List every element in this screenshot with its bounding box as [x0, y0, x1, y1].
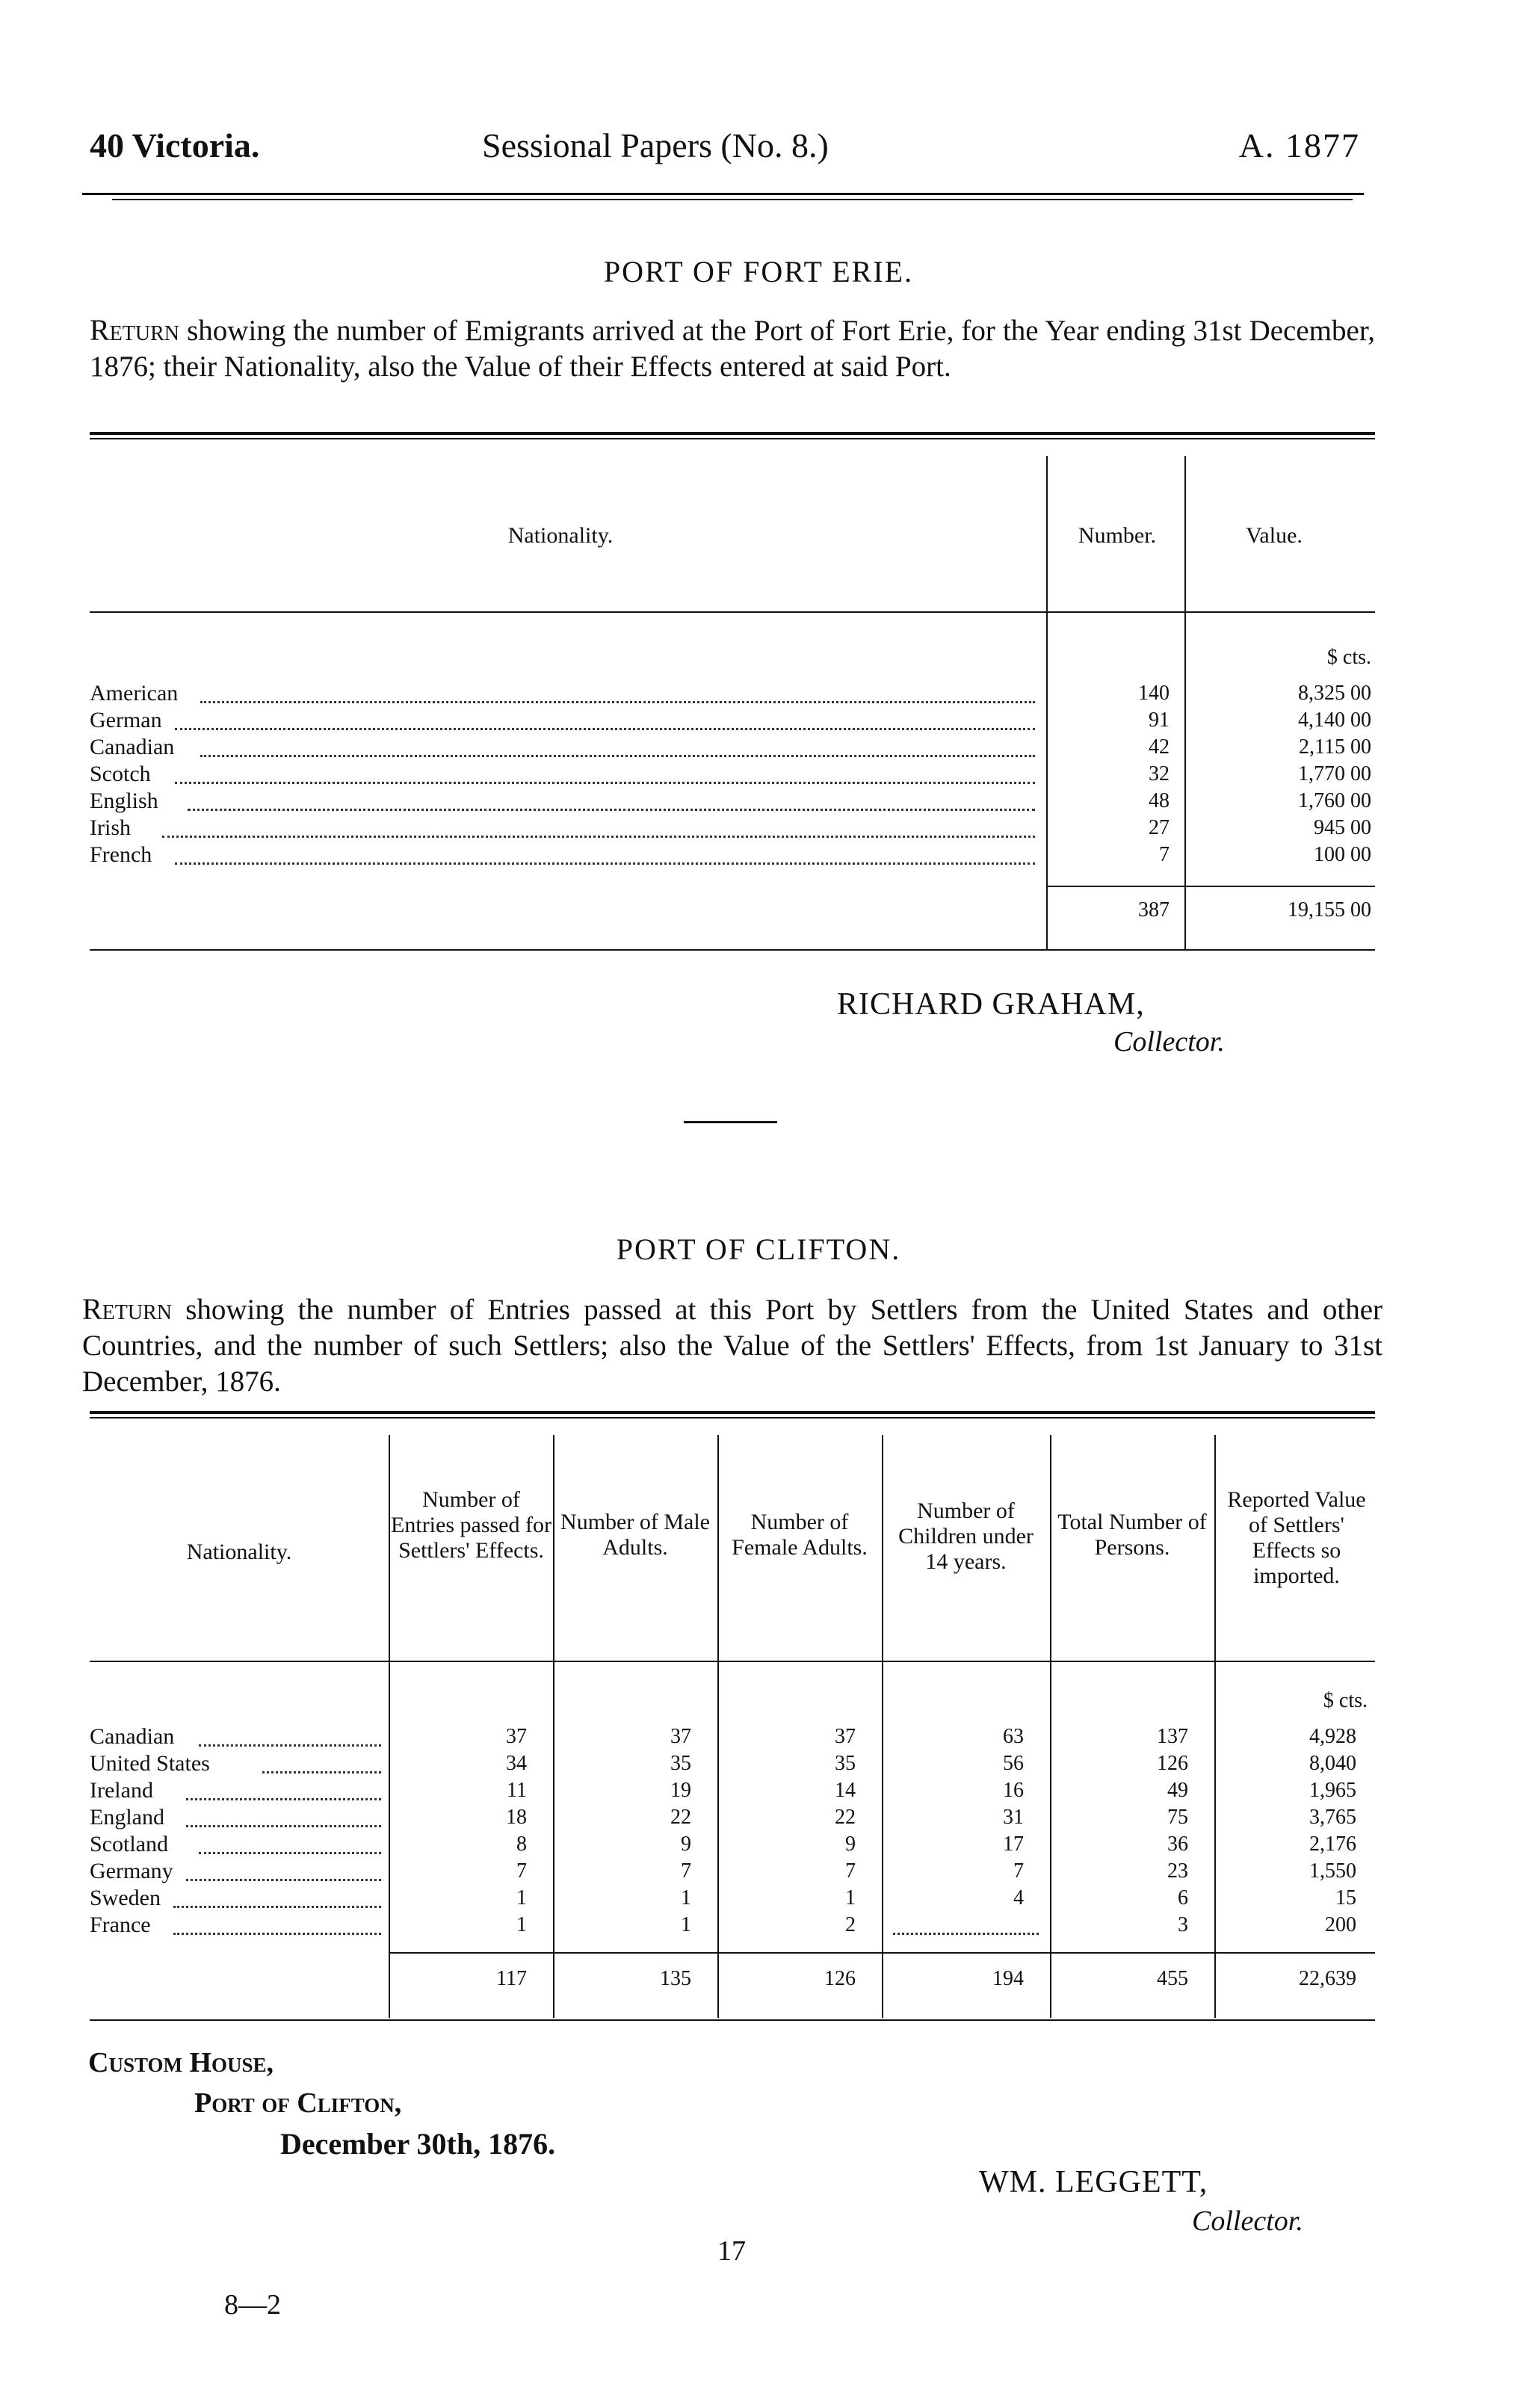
fort-erie-row-nationality: French	[90, 842, 152, 867]
clifton-total-male: 135	[660, 1967, 691, 1990]
clifton-total-children: 194	[992, 1967, 1024, 1990]
return-lead: Return	[90, 313, 180, 347]
clifton-header-value: Reported Value of Settlers' Effects so imported.	[1227, 1487, 1366, 1588]
fort-erie-header-number: Number.	[1078, 523, 1157, 548]
clifton-row-male: 22	[670, 1806, 691, 1829]
section-separator	[684, 1121, 777, 1123]
clifton-col-rule-5	[1050, 1435, 1051, 2018]
clifton-row-value: 15	[1335, 1886, 1356, 1910]
fort-erie-signatory: RICHARD GRAHAM,	[837, 987, 1145, 1022]
fort-erie-row-nationality: Irish	[90, 815, 131, 840]
clifton-row-total: 49	[1167, 1779, 1188, 1802]
clifton-row-total: 137	[1157, 1725, 1188, 1748]
clifton-total-value: 22,639	[1299, 1967, 1356, 1990]
clifton-row-entries: 8	[516, 1833, 527, 1856]
clifton-col-rule-2	[553, 1435, 554, 2018]
clifton-table-top-rule-2	[90, 1417, 1375, 1418]
fort-erie-total-rule	[1046, 886, 1375, 887]
dot-leader	[200, 755, 1035, 757]
dot-leader	[188, 809, 1035, 811]
dot-leader	[186, 1825, 381, 1827]
clifton-row-male: 9	[681, 1833, 691, 1856]
clifton-row-nationality: England	[90, 1805, 164, 1830]
clifton-total-entries: 117	[496, 1967, 527, 1990]
clifton-col-rule-4	[882, 1435, 883, 2018]
clifton-title: PORT OF CLIFTON.	[616, 1232, 901, 1266]
fort-erie-bottom-rule	[90, 949, 1375, 951]
clifton-header-male: Number of Male Adults.	[560, 1510, 710, 1560]
clifton-total-female: 126	[824, 1967, 856, 1990]
dot-leader	[173, 1933, 381, 1935]
header-rule-inner	[112, 199, 1353, 200]
port-of-clifton-label: Port of Clifton,	[194, 2087, 402, 2119]
clifton-row-total: 126	[1157, 1752, 1188, 1775]
clifton-row-value: 2,176	[1309, 1833, 1356, 1856]
dot-leader	[175, 728, 1035, 730]
clifton-row-female: 9	[845, 1833, 856, 1856]
clifton-row-entries: 37	[506, 1725, 527, 1748]
fort-erie-row-value: 1,760 00	[1298, 789, 1371, 812]
clifton-col-rule-3	[717, 1435, 719, 2018]
clifton-row-nationality: Germany	[90, 1859, 173, 1883]
dot-leader	[186, 1879, 381, 1881]
clifton-row-total: 75	[1167, 1806, 1188, 1829]
return-description: showing the number of Emigrants arrived at the Port of Fort Erie, for the Year ending 31st December, 1876; their Nationality, also the Value of their Effects entered at said Port.	[90, 315, 1375, 383]
fort-erie-row-value: 1,770 00	[1298, 762, 1371, 785]
fort-erie-table-top-rule-2	[90, 438, 1375, 439]
fort-erie-row-value: 2,115 00	[1299, 735, 1371, 759]
return-description: showing the number of Entries passed at this Port by Settlers from the United States and other Countries, and the number of such Settlers; also the Value of the Settlers' Effects, from 1st January to 31st December, 1876.	[82, 1294, 1382, 1398]
clifton-row-nationality: Ireland	[90, 1778, 153, 1803]
clifton-row-entries: 7	[516, 1859, 527, 1883]
fort-erie-total-number: 387	[1138, 898, 1170, 921]
return-lead: Return	[82, 1292, 173, 1326]
clifton-row-children: 7	[1013, 1859, 1024, 1883]
dot-leader	[186, 1798, 381, 1800]
clifton-row-female: 35	[835, 1752, 856, 1775]
dot-leader	[173, 1906, 381, 1908]
clifton-bottom-rule	[90, 2019, 1375, 2021]
header-year: A. 1877	[1238, 126, 1360, 164]
fort-erie-row-number: 27	[1149, 816, 1170, 839]
fort-erie-row-value: 8,325 00	[1298, 682, 1371, 705]
fort-erie-col-rule-2	[1184, 456, 1186, 949]
clifton-row-female: 1	[845, 1886, 856, 1910]
clifton-row-children: 63	[1003, 1725, 1024, 1748]
clifton-row-male: 7	[681, 1859, 691, 1883]
running-header	[90, 126, 1360, 178]
clifton-total-rule	[389, 1952, 1375, 1954]
fort-erie-row-nationality: German	[90, 708, 162, 732]
clifton-table-top-rule	[90, 1411, 1375, 1414]
clifton-currency-label: $ cts.	[1323, 1689, 1368, 1712]
fort-erie-row-number: 91	[1149, 708, 1170, 732]
fort-erie-header-nationality: Nationality.	[507, 523, 614, 548]
fort-erie-row-nationality: English	[90, 788, 158, 813]
clifton-row-total: 36	[1167, 1833, 1188, 1856]
clifton-row-female: 22	[835, 1806, 856, 1829]
fort-erie-currency-label: $ cts.	[1326, 646, 1371, 669]
clifton-row-nationality: United States	[90, 1751, 210, 1776]
fort-erie-row-value: 945 00	[1314, 816, 1371, 839]
clifton-row-value: 8,040	[1309, 1752, 1356, 1775]
clifton-row-value: 4,928	[1309, 1725, 1356, 1748]
clifton-row-female: 2	[845, 1913, 856, 1936]
empty-cell-leader	[893, 1933, 1039, 1935]
clifton-row-male: 1	[681, 1913, 691, 1936]
clifton-row-children: 31	[1003, 1806, 1024, 1829]
clifton-row-value: 1,965	[1309, 1779, 1356, 1802]
clifton-date: December 30th, 1876.	[280, 2127, 556, 2161]
clifton-row-children: 16	[1003, 1779, 1024, 1802]
clifton-header-entries: Number of Entries passed for Settlers' Effects.	[391, 1487, 552, 1563]
dot-leader	[200, 701, 1035, 703]
clifton-row-value: 200	[1325, 1913, 1356, 1936]
fort-erie-row-number: 32	[1149, 762, 1170, 785]
clifton-col-rule-1	[389, 1435, 390, 2018]
fort-erie-header-rule	[90, 611, 1375, 613]
clifton-signatory: WM. LEGGETT,	[979, 2165, 1208, 2199]
clifton-row-male: 19	[670, 1779, 691, 1802]
clifton-row-female: 7	[845, 1859, 856, 1883]
clifton-row-children: 17	[1003, 1833, 1024, 1856]
clifton-row-total: 23	[1167, 1859, 1188, 1883]
fort-erie-row-nationality: Scotch	[90, 762, 151, 786]
clifton-row-value: 1,550	[1309, 1859, 1356, 1883]
clifton-row-entries: 18	[506, 1806, 527, 1829]
custom-house-label: Custom House,	[88, 2047, 274, 2078]
fort-erie-header-value: Value.	[1246, 523, 1303, 548]
clifton-row-entries: 11	[507, 1779, 527, 1802]
header-series: Sessional Papers (No. 8.)	[482, 126, 829, 164]
clifton-row-entries: 1	[516, 1913, 527, 1936]
clifton-row-female: 37	[835, 1725, 856, 1748]
clifton-row-entries: 1	[516, 1886, 527, 1910]
page-number: 17	[717, 2235, 746, 2267]
clifton-header-nationality: Nationality.	[186, 1540, 292, 1564]
clifton-row-male: 35	[670, 1752, 691, 1775]
header-session: 40 Victoria.	[90, 126, 260, 164]
clifton-row-total: 6	[1178, 1886, 1188, 1910]
fort-erie-row-nationality: Canadian	[90, 735, 175, 759]
clifton-return-text	[82, 1291, 1382, 1400]
dot-leader	[175, 782, 1035, 784]
fort-erie-row-number: 7	[1159, 843, 1170, 866]
fort-erie-col-rule-1	[1046, 456, 1048, 949]
clifton-row-value: 3,765	[1309, 1806, 1356, 1829]
clifton-row-entries: 34	[506, 1752, 527, 1775]
dot-leader	[199, 1744, 381, 1747]
clifton-row-female: 14	[835, 1779, 856, 1802]
clifton-row-male: 1	[681, 1886, 691, 1910]
dot-leader	[262, 1771, 381, 1773]
clifton-row-nationality: Sweden	[90, 1886, 161, 1910]
clifton-signatory-title: Collector.	[1192, 2205, 1303, 2237]
clifton-header-rule	[90, 1661, 1375, 1662]
fort-erie-row-value: 100 00	[1314, 843, 1371, 866]
fort-erie-row-value: 4,140 00	[1298, 708, 1371, 732]
dot-leader	[199, 1852, 381, 1854]
clifton-row-nationality: Canadian	[90, 1724, 175, 1749]
dot-leader	[175, 862, 1035, 865]
dot-leader	[162, 836, 1035, 838]
fort-erie-signatory-title: Collector.	[1113, 1026, 1225, 1058]
clifton-header-female: Number of Female Adults.	[732, 1510, 868, 1560]
clifton-row-total: 3	[1178, 1913, 1188, 1936]
fort-erie-row-number: 140	[1138, 682, 1170, 705]
fort-erie-total-value: 19,155 00	[1288, 898, 1371, 921]
fort-erie-row-number: 42	[1149, 735, 1170, 759]
fort-erie-row-number: 48	[1149, 789, 1170, 812]
fort-erie-return-text	[90, 312, 1375, 385]
clifton-col-rule-6	[1214, 1435, 1216, 2018]
sheet-mark: 8—2	[224, 2289, 281, 2321]
clifton-row-male: 37	[670, 1725, 691, 1748]
fort-erie-row-nationality: American	[90, 681, 179, 706]
clifton-header-children: Number of Children under 14 years.	[898, 1498, 1034, 1574]
clifton-total-persons: 455	[1157, 1967, 1188, 1990]
fort-erie-table-top-rule	[90, 432, 1375, 435]
fort-erie-title: PORT OF FORT ERIE.	[603, 255, 914, 288]
clifton-row-nationality: Scotland	[90, 1832, 168, 1856]
clifton-row-children: 56	[1003, 1752, 1024, 1775]
clifton-row-children: 4	[1013, 1886, 1024, 1910]
clifton-header-total: Total Number of Persons.	[1057, 1510, 1207, 1560]
clifton-row-nationality: France	[90, 1912, 151, 1937]
header-rule	[82, 193, 1364, 195]
